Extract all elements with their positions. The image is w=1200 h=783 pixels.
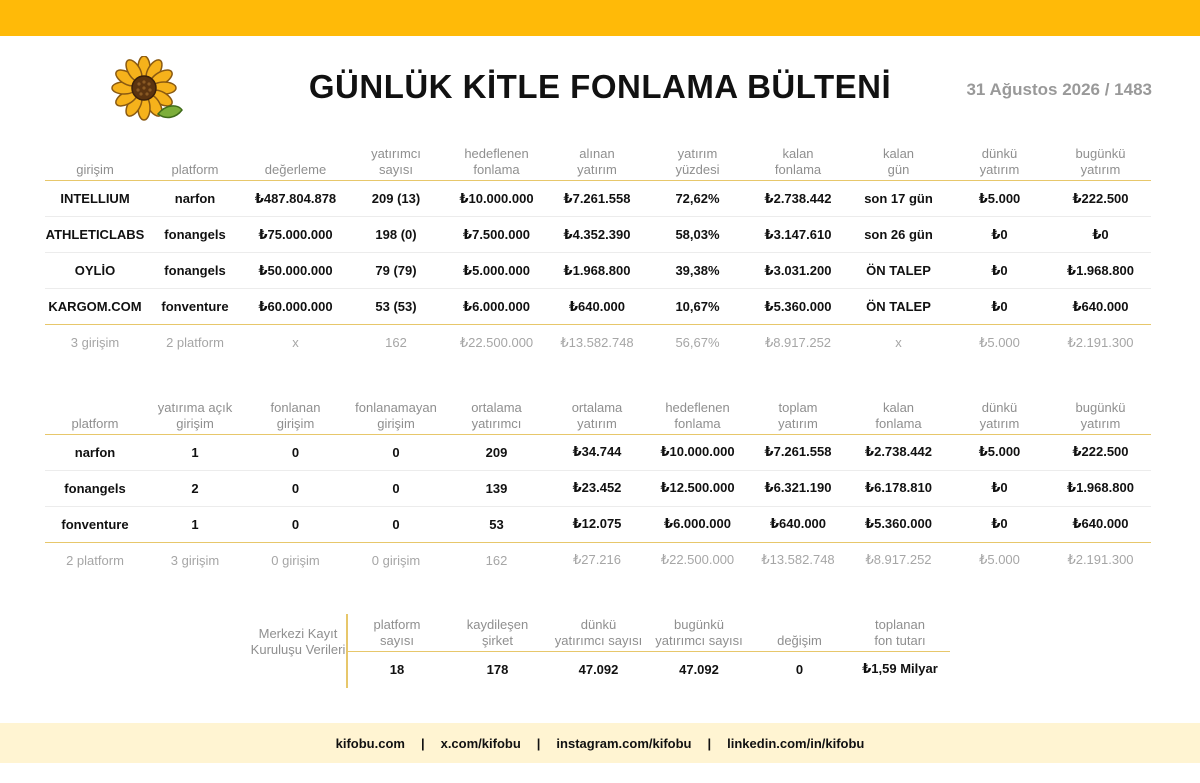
column-header: dünkü yatırım [949, 399, 1050, 434]
summary-cell: 3 girişim [145, 542, 245, 578]
table-cell: 209 (13) [346, 181, 446, 217]
table-cell: 139 [446, 470, 547, 506]
footer-link-x[interactable]: x.com/kifobu [440, 735, 521, 751]
table-cell: OYLİO [45, 253, 145, 289]
table-cell: 0 [392, 516, 400, 532]
table-cell: 198 (0) [346, 217, 446, 253]
table-cell: 47.092 [578, 661, 619, 677]
startups-table [45, 146, 1151, 361]
summary-cell: ₺5.000 [949, 325, 1050, 361]
summary-row [45, 542, 1151, 578]
column-header: kalan fonlama [848, 399, 949, 434]
footer-separator: | [420, 735, 425, 751]
summary-cell: ₺2.191.300 [1050, 325, 1151, 361]
table-cell: 79 (79) [346, 253, 446, 289]
summary-cell: 2 platform [145, 325, 245, 361]
column-header: dünkü yatırımcı sayısı [548, 615, 649, 651]
table-cell: fonangels [145, 253, 245, 289]
table-cell: 53 [489, 516, 504, 532]
table-cell: ₺1.968.800 [547, 253, 647, 289]
column-header: bugünkü yatırımcı sayısı [649, 615, 749, 651]
column-header: yatırım yüzdesi [647, 146, 748, 181]
table-cell: ₺0 [949, 253, 1050, 289]
summary-cell: ₺2.191.300 [1050, 542, 1151, 578]
column-header: bugünkü yatırım [1050, 399, 1151, 434]
table-cell: 47.092 [679, 661, 719, 677]
table-cell: ₺1,59 Milyar [862, 661, 938, 677]
column-header: alınan yatırım [547, 146, 647, 181]
column-header: yatırıma açık girişim [145, 399, 245, 434]
top-accent-bar [0, 0, 1200, 36]
summary-cell: ₺27.216 [547, 542, 647, 578]
table-cell: 0 [346, 434, 446, 470]
summary-cell: ₺8.917.252 [848, 542, 949, 578]
table-cell: ₺5.000 [949, 181, 1050, 217]
table-cell: ÖN TALEP [866, 299, 931, 314]
summary-cell: ₺13.582.748 [748, 542, 848, 578]
column-header: platform sayısı [347, 615, 447, 651]
column-header: hedeflenen fonlama [446, 146, 547, 181]
summary-cell: ₺22.500.000 [446, 325, 547, 361]
table-cell: 39,38% [647, 253, 748, 289]
footer-separator: | [536, 735, 541, 751]
column-header: hedeflenen fonlama [647, 399, 748, 434]
table-row [45, 470, 1151, 506]
column-header: kaydileşen şirket [447, 615, 548, 651]
footer-links [0, 723, 1200, 763]
mkk-values-row [347, 651, 950, 687]
bulletin-header [0, 36, 1200, 144]
summary-cell: 2 platform [45, 542, 145, 578]
table-cell: ₺222.500 [1050, 181, 1151, 217]
platforms-header-row [45, 399, 1151, 434]
column-header: toplanan fon tutarı [850, 615, 950, 651]
table-cell: ₺5.360.000 [865, 516, 932, 531]
mkk-section-label: Merkezi Kayıt Kuruluşu Verileri [250, 626, 346, 657]
table-cell: ₺2.738.442 [848, 434, 949, 470]
table-cell: ₺3.031.200 [748, 253, 848, 289]
column-header: platform [45, 399, 145, 434]
table-cell: ₺5.000 [949, 434, 1050, 470]
table-cell: 58,03% [647, 217, 748, 253]
table-cell: ₺23.452 [547, 470, 647, 506]
summary-cell: ₺8.917.252 [748, 325, 848, 361]
column-header: fonlanan girişim [245, 399, 346, 434]
table-cell: 1 [191, 516, 199, 532]
table-cell: ₺1.968.800 [1050, 253, 1151, 289]
summary-cell: 0 girişim [245, 542, 346, 578]
table-cell: 72,62% [647, 181, 748, 217]
platforms-table [45, 399, 1151, 578]
table-cell: ₺487.804.878 [245, 181, 346, 217]
table-cell: 178 [486, 661, 509, 677]
table-cell: fonventure [61, 516, 129, 532]
table-cell: ATHLETICLABS [45, 217, 145, 253]
table-row [45, 506, 1151, 542]
table-cell: ₺640.000 [1072, 298, 1129, 314]
table-cell: 0 [795, 661, 804, 677]
table-cell: ₺6.000.000 [664, 516, 731, 531]
mkk-table [347, 615, 950, 687]
bottom-strip [0, 763, 1200, 783]
table-cell: ₺0 [949, 470, 1050, 506]
column-header: fonlanamayan girişim [346, 399, 446, 434]
issue-date: 31 Ağustos 2026 / 1483 [966, 80, 1152, 99]
column-header: kalan gün [848, 146, 949, 181]
table-cell: ÖN TALEP [848, 253, 949, 289]
table-cell: 0 [291, 516, 300, 532]
summary-cell: 56,67% [647, 325, 748, 361]
table-cell: ₺7.261.558 [547, 181, 647, 217]
column-header: girişim [45, 146, 145, 181]
table-cell: fonangels [145, 217, 245, 253]
table-cell: ₺222.500 [1050, 434, 1151, 470]
table-cell: ₺5.000.000 [446, 253, 547, 289]
footer-link-website[interactable]: kifobu.com [335, 735, 405, 751]
table-cell: ₺75.000.000 [245, 217, 346, 253]
table-cell: ₺34.744 [547, 434, 647, 470]
table-cell: narfon [45, 434, 145, 470]
column-header: ortalama yatırım [547, 399, 647, 434]
table-row [45, 434, 1151, 470]
footer-separator: | [707, 735, 712, 751]
table-cell: ₺640.000 [769, 516, 827, 531]
table-cell: ₺6.321.190 [748, 470, 848, 506]
table-cell: ₺1.968.800 [1050, 470, 1151, 506]
table-cell: ₺0 [991, 298, 1008, 314]
table-cell: son 17 gün [848, 181, 949, 217]
table-cell: ₺4.352.390 [547, 217, 647, 253]
table-row [45, 181, 1151, 217]
summary-cell: ₺5.000 [949, 542, 1050, 578]
summary-row [45, 325, 1151, 361]
table-row [45, 217, 1151, 253]
mkk-header-row [347, 615, 950, 651]
table-cell: ₺50.000.000 [245, 253, 346, 289]
table-cell: 2 [145, 470, 245, 506]
table-cell: ₺2.738.442 [748, 181, 848, 217]
column-header: bugünkü yatırım [1050, 146, 1151, 181]
summary-cell: x [245, 325, 346, 361]
summary-cell: 162 [346, 325, 446, 361]
summary-cell: 162 [446, 542, 547, 578]
table-cell: son 26 gün [848, 217, 949, 253]
footer-link-linkedin[interactable]: linkedin.com/in/kifobu [727, 735, 865, 751]
sunflower-logo-icon [108, 56, 184, 126]
column-header: toplam yatırım [748, 399, 848, 434]
footer-link-instagram[interactable]: instagram.com/kifobu [556, 735, 692, 751]
table-cell: fonangels [45, 470, 145, 506]
column-header: değişim [749, 615, 850, 651]
table-cell: fonventure [161, 299, 229, 314]
summary-cell: ₺13.582.748 [547, 325, 647, 361]
table-cell: ₺6.000.000 [463, 298, 530, 314]
table-cell: ₺12.500.000 [647, 470, 748, 506]
table-cell: KARGOM.COM [48, 299, 142, 314]
column-header: platform [145, 146, 245, 181]
table-cell: narfon [145, 181, 245, 217]
column-header: dünkü yatırım [949, 146, 1050, 181]
table-cell: 0 [346, 470, 446, 506]
column-header: değerleme [245, 146, 346, 181]
table-cell: ₺12.075 [572, 516, 622, 531]
table-cell: ₺0 [991, 516, 1008, 531]
table-row [45, 289, 1151, 325]
page-title: GÜNLÜK KİTLE FONLAMA BÜLTENİ [308, 68, 892, 105]
table-cell: ₺640.000 [568, 298, 626, 314]
column-header: ortalama yatırımcı [446, 399, 547, 434]
column-header: yatırımcı sayısı [346, 146, 446, 181]
table-cell: INTELLIUM [45, 181, 145, 217]
table-cell: 53 (53) [375, 299, 417, 314]
table-cell: ₺0 [1050, 217, 1151, 253]
table-cell: ₺10.000.000 [446, 181, 547, 217]
table-cell: 1 [145, 434, 245, 470]
table-cell: ₺5.360.000 [764, 298, 832, 314]
summary-cell: ₺22.500.000 [647, 542, 748, 578]
table-cell: ₺10.000.000 [647, 434, 748, 470]
table-cell: 18 [389, 661, 405, 677]
table-cell: ₺640.000 [1072, 516, 1129, 531]
column-header: kalan fonlama [748, 146, 848, 181]
summary-cell: 3 girişim [45, 325, 145, 361]
table-cell: ₺60.000.000 [258, 298, 333, 314]
startups-header-row [45, 146, 1151, 181]
summary-cell: 0 girişim [346, 542, 446, 578]
table-cell: 209 [446, 434, 547, 470]
table-cell: ₺6.178.810 [848, 470, 949, 506]
table-cell: ₺3.147.610 [748, 217, 848, 253]
table-cell: 10,67% [675, 299, 720, 314]
table-cell: 0 [245, 434, 346, 470]
summary-cell: x [848, 325, 949, 361]
table-cell: 0 [245, 470, 346, 506]
table-cell: ₺7.500.000 [446, 217, 547, 253]
table-cell: ₺0 [949, 217, 1050, 253]
table-cell: ₺7.261.558 [748, 434, 848, 470]
table-row [45, 253, 1151, 289]
